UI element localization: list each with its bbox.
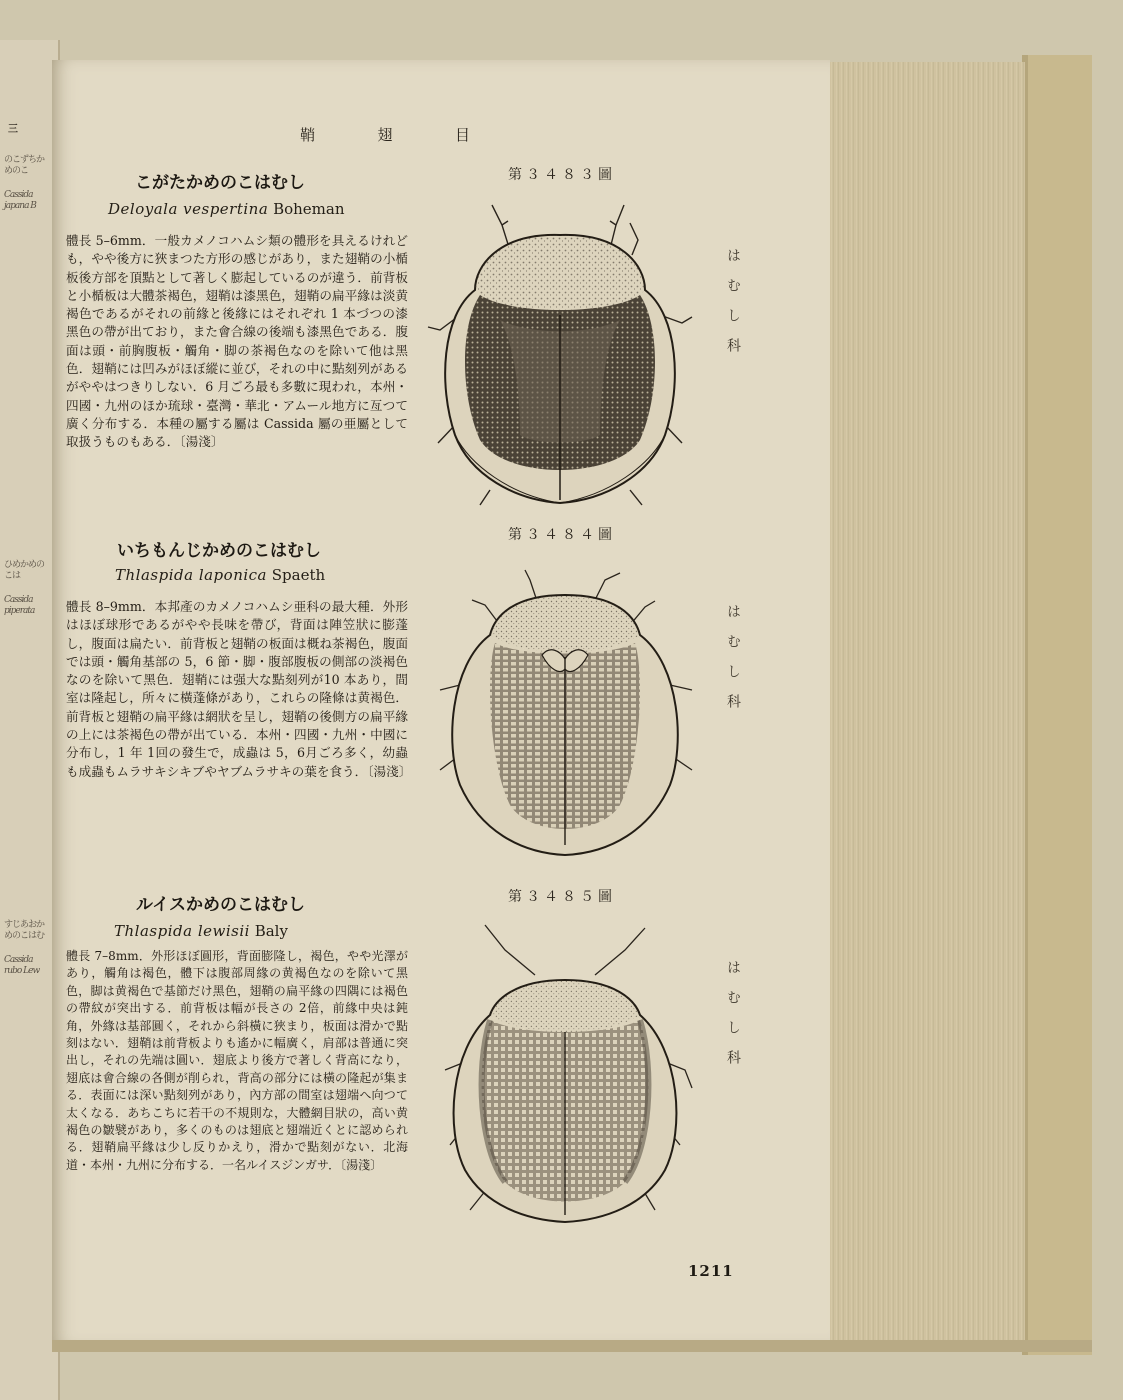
scientific-name — [114, 922, 288, 940]
family-label: はむし科 — [725, 604, 741, 724]
left-fragment: すじあおかめのこはむ — [4, 920, 45, 941]
beetle-illustration-3485 — [430, 920, 700, 1230]
family-label: はむし科 — [725, 248, 741, 368]
left-fragment: Cassida piperata — [4, 595, 35, 616]
scientific-name — [115, 566, 325, 584]
entry-text: 體長 5–6mm．一般カメノコハムシ類の體形を具えるけれども，やや後方に狹まつた方形の感じがあり，また翅鞘の小楯板後方部を頂點として著しく膨起しているのが違う．前背板と小楯板は大體茶褐色，翅鞘は漆黑色，翅鞘の扁平緣は淡黄褐色であるがそれの前緣と後緣にはそれぞれ 1 本づつの漆黑色の帶が出ており，また會合線の後端も漆黑色である．腹面は頭・前胸腹板・觸角・脚の茶褐色なのを除いて他は黑色．翅鞘には凹みがほぼ縱に並び，それの中に點刻列があるがややはつきりしない．6 月ごろ最も多數に現われ，本州・四國・九州のほか琉球・臺灣・華北・アムール地方に亙つて廣く分布する．本種の屬する屬は Cassida 屬の亜屬として取扱うものもある．〔湯淺〕 — [66, 233, 408, 450]
left-page-header: 三 — [8, 124, 18, 135]
running-head-char: 目 — [454, 126, 470, 144]
left-page — [0, 40, 60, 1400]
entry-title: こがたかめのこはむし — [135, 173, 305, 193]
entry-title: いちもんじかめのこはむし — [117, 541, 321, 561]
book-bottom-edge — [52, 1340, 1092, 1352]
left-fragment: のこずちかめのこ — [4, 155, 45, 176]
running-head — [300, 124, 470, 145]
scientific-name — [108, 200, 345, 218]
page-number: 1211 — [688, 1262, 734, 1280]
entry-text: 體長 8–9mm．本邦產のカメノコハムシ亜科の最大種．外形はほぼ球形であるがやや長味を帶び，背面は陣笠狀に膨蓬し，腹面は扁たい．前背板と翅鞘の板面は概ね茶褐色，腹面では頭・觸角基部の 5，6 節・脚・腹部腹板の側部の淡褐色なのを除いて黑色．翅鞘には强大な點刻列が10 本あり，間室は隆起し，所々に橫蓬條があり，これらの隆條は黄褐色．前背板と翅鞘の扁平緣は網狀を呈し，翅鞘の後側方の扁平緣の上には茶褐色の帶が出ている．本州・四國・九州・中國に分布し，1 年 1回の發生で，成蟲は 5，6月ごろ多く，幼蟲も成蟲もムラサキシキブやヤブムラサキの葉を食う．〔湯淺〕 — [66, 599, 412, 779]
beetle-illustration-3483 — [420, 195, 700, 515]
genus-species: Thlaspida laponica — [115, 566, 267, 584]
author: Baly — [254, 922, 288, 940]
left-fragment: ひめかめのこは — [4, 560, 45, 581]
left-fragment: Cassida japana B — [4, 190, 36, 211]
book-cover — [1022, 55, 1092, 1355]
figure-label: 第３４８３圖 — [508, 167, 616, 183]
genus-species: Deloyala vespertina — [108, 200, 269, 218]
family-label: はむし科 — [725, 960, 741, 1080]
beetle-illustration-3484 — [430, 565, 700, 865]
page-edges — [825, 62, 1025, 1344]
left-fragment: Cassida rubo Lew — [4, 955, 40, 976]
figure-label: 第３４８５圖 — [508, 889, 616, 905]
author: Spaeth — [271, 566, 326, 584]
genus-species: Thlaspida lewisii — [114, 922, 250, 940]
figure-label: 第３４８４圖 — [508, 527, 616, 543]
running-head-char: 鞘 — [300, 126, 316, 144]
running-head-char: 翅 — [377, 126, 393, 144]
entry-title: ルイスかめのこはむし — [136, 895, 305, 915]
entry-text: 體長 7–8mm．外形ほぼ圓形，背面膨隆し，褐色，やや光澤があり，觸角は褐色，體下は腹部周緣の黄褐色なのを除いて黑色，脚は黄褐色で基節だけ黑色，翅鞘の扁平緣の四隅には褐色の帶紋が突出する．前背板は幅が長さの 2倍，前緣中央は鈍角，外緣は基部圓く，それから斜橫に狹まり，板面は滑かで點刻はない．翅鞘は前背板よりも遙かに幅廣く，肩部は普通に突出し，それの先端は圓い．翅底より後方で著しく背高になり，翅底は會合線の各側が削られ，背高の部分には橫の隆起が集まる．表面には深い點刻列があり，內方部の間室は翅端へ向つて太くなる．あちこちに若干の不規則な，大體網目狀の，高い黄褐色の皺襞があり，多くのものは翅底と翅端近くとに認められる．翅鞘扁平緣は少し反りかえり，滑かで點刻がない．北海道・本州・九州に分布する．一名ルイスジンガサ．〔湯淺〕 — [66, 949, 408, 1172]
author: Boheman — [273, 200, 345, 218]
